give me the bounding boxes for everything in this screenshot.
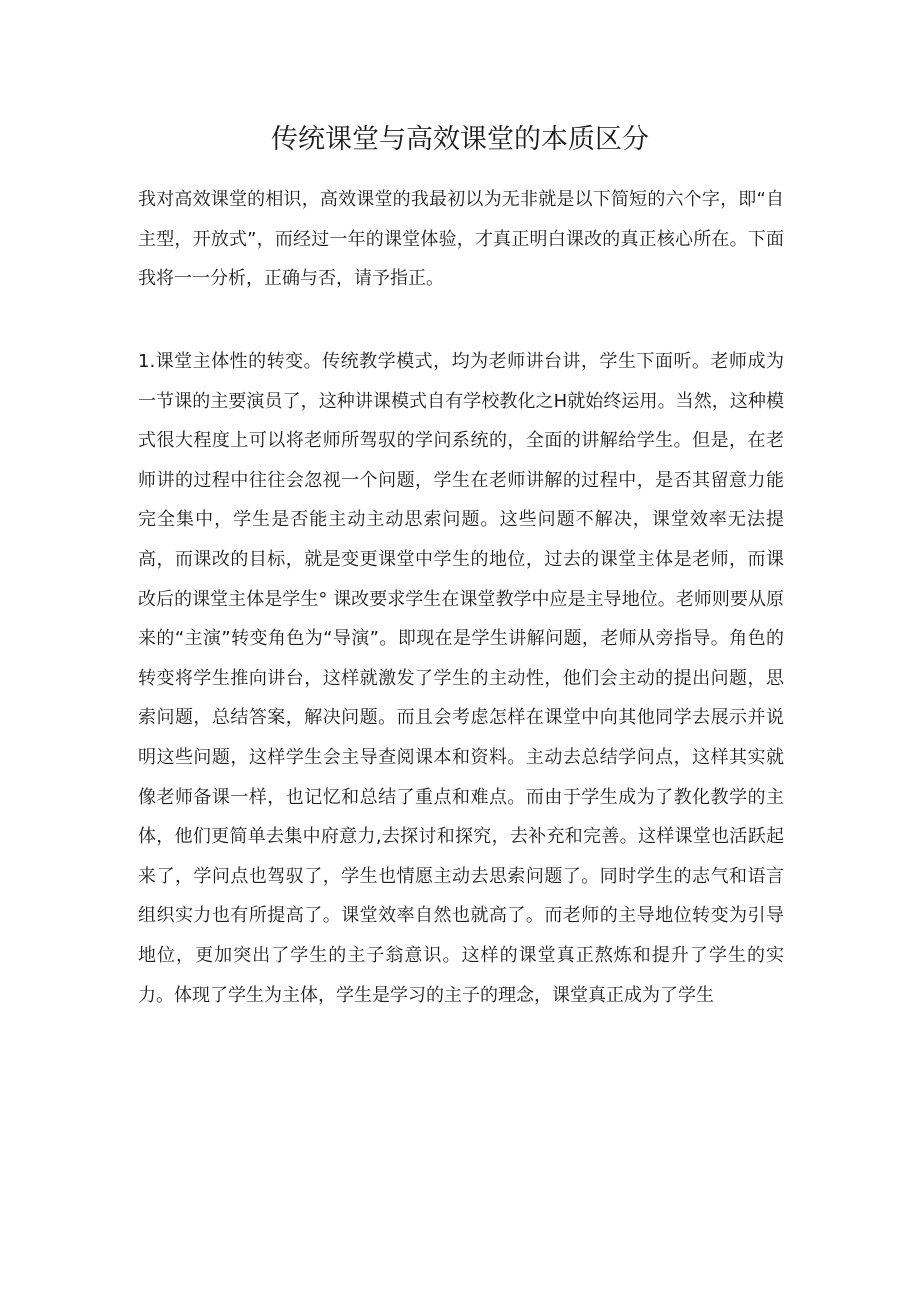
intro-paragraph: 我对高效课堂的相识，高效课堂的我最初以为无非就是以下简短的六个字，即“自主型，开放式”，而经过一年的课堂体验，才真正明白课改的真正核心所在。下面我将一一分析，正确与否，请予指正。 <box>138 189 784 290</box>
document-title: 传统课堂与高效课堂的本质区分 <box>271 124 649 155</box>
body-paragraph-1: 1.课堂主体性的转变。传统教学模式，均为老师讲台讲，学生下面听。老师成为一节课的主要演员了，这种讲课模式自有学校教化之H就始终运用。当然，这种模式很大程度上可以将老师所驾驭的学问系统的，全面的讲解给学生。但是，在老师讲的过程中往往会忽视一个问题，学生在老师讲解的过程中，是否其留意力能完全集中，学生是否能主动主动思索问题。这些问题不解决，课堂效率无法提高，而课改的目标，就是变更课堂中学生的地位，过去的课堂主体是老师，而课改后的课堂主体是学生° 课改要求学生在课堂教学中应是主导地位。老师则要从原来的“主演”转变角色为“导演”。即现在是学生讲解问题，老师从旁指导。角色的转变将学生推向讲台，这样就激发了学生的主动性，他们会主动的提出问题，思索问题，总结答案，解决问题。而且会考虑怎样在课堂中向其他同学去展示并说明这些问题，这样学生会主导查阅课本和资料。主动去总结学问点，这样其实就像老师备课一样，也记忆和总结了重点和难点。而由于学生成为了教化教学的主体，他们更简单去集中府意力,去探讨和探究，去补充和完善。这样课堂也活跃起来了，学问点也驾驭了，学生也情愿主动去思索问题了。同时学生的志气和语言组织实力也有所提高了。课堂效率自然也就高了。而老师的主导地位转变为引导地位，更加突出了学生的主子翁意识。这样的课堂真正熬炼和提升了学生的实力。体现了学生为主体，学生是学习的主子的理念，课堂真正成为了学生 <box>138 351 784 1006</box>
